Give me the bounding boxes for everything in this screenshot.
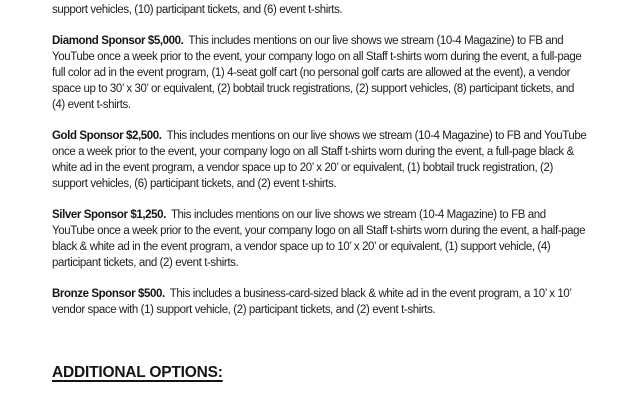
additional-options-heading: ADDITIONAL OPTIONS: — [52, 364, 223, 381]
sponsor-title-diamond: Diamond Sponsor $5,000. — [52, 35, 184, 47]
sponsor-body-silver: This includes mentions on our live shows we stream (10-4 Magazine) to FB and YouTube once a week prior to the event, your company logo on all Staff t-shirts worn during the event, a half-page black & white ad in the event program, a vendor space up to 10’ x 20’ or equivalent, (1) support vehicle, (4) participant tickets, and (2) event t-shirts. — [52, 209, 586, 269]
sponsor-title-gold: Gold Sponsor $2,500. — [52, 130, 162, 142]
sponsor-paragraph-bronze — [52, 286, 589, 318]
sponsor-body-gold: This includes mentions on our live shows we stream (10-4 Magazine) to FB and YouTube once a week prior to the event, your company logo on all Staff t-shirts worn during the event, a full-page black & white ad in the event program, a vendor space up to 20’ x 20’ or equivalent, (1) bobtail truck registration, (2) support vehicles, (6) participant tickets, and (2) event t-shirts. — [52, 130, 587, 190]
sponsor-paragraph-gold — [52, 128, 589, 192]
paragraph-continued: support vehicles, (10) participant tickets, and (6) event t-shirts. — [52, 4, 343, 16]
sponsor-body-bronze: This includes a business-card-sized black & white ad in the event program, a 10’ x 10’ vendor space with (1) support vehicle, (2) participant tickets, and (2) event t-shirts. — [52, 288, 572, 316]
sponsor-body-diamond: This includes mentions on our live shows we stream (10-4 Magazine) to FB and YouTube once a week prior to the event, your company logo on all Staff t-shirts worn during the event, a full-page full color ad in the event program, (1) 4-seat golf cart (no personal golf carts are allowed at the event), a vendor space up to 30’ x 30’ or equivalent, (2) bobtail truck registrations, (2) support vehicles, (8) participant tickets, and (4) event t-shirts. — [52, 35, 582, 111]
sponsor-title-bronze: Bronze Sponsor $500. — [52, 288, 165, 300]
sponsor-title-silver: Silver Sponsor $1,250. — [52, 209, 166, 221]
sponsor-paragraph-diamond — [52, 33, 589, 113]
sponsor-paragraph-silver — [52, 207, 589, 271]
